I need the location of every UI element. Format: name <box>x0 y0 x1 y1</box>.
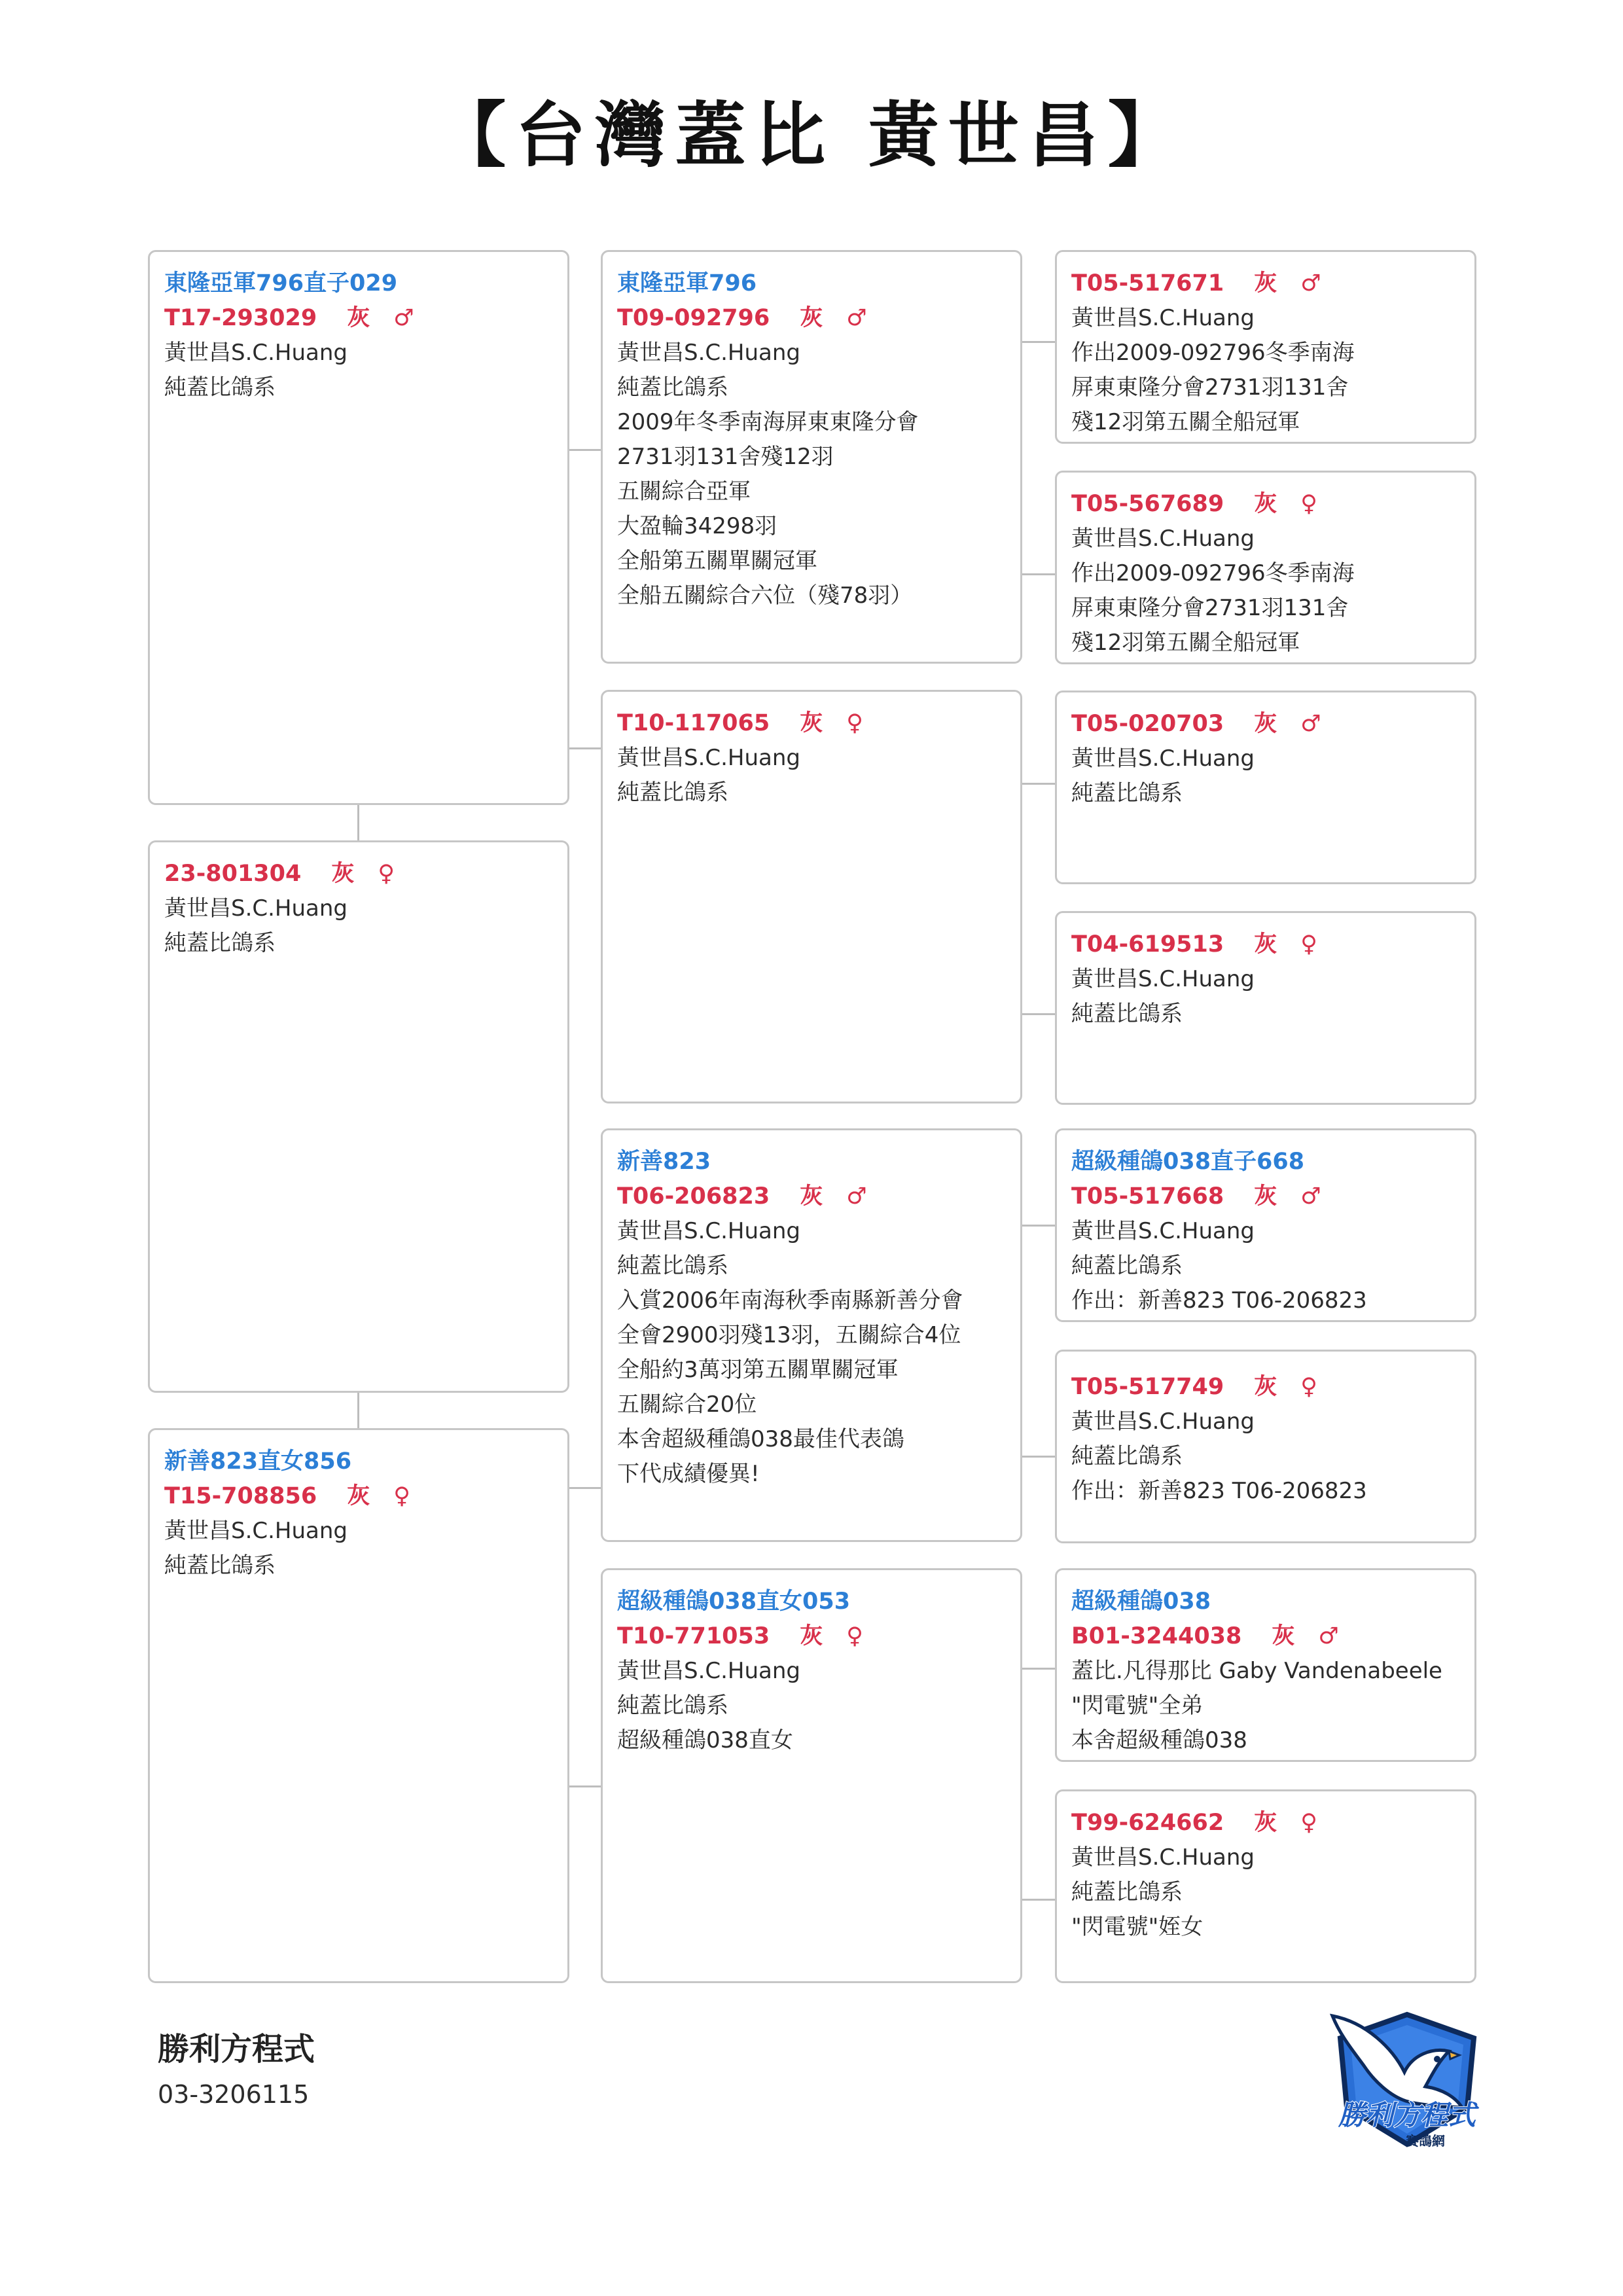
bird-color: 灰 <box>331 861 355 887</box>
ring-number: T17-293029 <box>164 305 317 331</box>
info-line: 純蓋比鴿系 <box>1071 1253 1183 1279</box>
ring-number: T05-517671 <box>1071 270 1224 296</box>
info-line: 純蓋比鴿系 <box>617 1253 728 1279</box>
bird-color: 灰 <box>347 1483 370 1509</box>
ring-number: T05-567689 <box>1071 491 1224 517</box>
info-line: 本舍超級種鴿038最佳代表鴿 <box>617 1426 904 1452</box>
logo-text: 勝利方程式 <box>1338 2099 1476 2131</box>
bird-name: 超級種鴿038直子668 <box>1071 1149 1305 1175</box>
info-line: 黃世昌S.C.Huang <box>617 745 801 771</box>
ring-number: T04-619513 <box>1071 931 1224 958</box>
bird-color: 灰 <box>1254 1810 1277 1836</box>
info-line: 純蓋比鴿系 <box>617 1693 728 1719</box>
info-line: 純蓋比鴿系 <box>164 1552 276 1579</box>
info-line: 超級種鴿038直女 <box>617 1727 793 1753</box>
info-line: 黃世昌S.C.Huang <box>1071 745 1255 772</box>
info-line: 全船第五關單關冠軍 <box>617 548 817 574</box>
pedigree-card-sire-sire <box>601 250 1022 664</box>
info-line: 黃世昌S.C.Huang <box>164 895 348 922</box>
ring-number: T05-020703 <box>1071 711 1224 737</box>
pedigree-card-dam-sire <box>601 1128 1022 1542</box>
ring-number: T05-517749 <box>1071 1374 1224 1400</box>
ring-number-row <box>1071 1370 1461 1405</box>
ring-number-row <box>1071 1179 1461 1214</box>
ring-number-row <box>617 301 1007 336</box>
ring-number: T99-624662 <box>1071 1810 1224 1836</box>
pedigree-card-gen3 <box>1055 911 1476 1105</box>
bird-name: 新善823直女856 <box>164 1448 352 1475</box>
bird-color: 灰 <box>1254 1374 1277 1400</box>
bird-name: 新善823 <box>617 1149 711 1175</box>
male-icon: ♂ <box>393 305 414 331</box>
ring-number: T10-117065 <box>617 710 770 736</box>
bird-name: 東隆亞軍796 <box>617 270 757 296</box>
ring-number-row <box>1071 927 1461 962</box>
info-line: 蓋比.凡得那比 Gaby Vandenabeele <box>1071 1658 1442 1684</box>
footer-phone: 03-3206115 <box>158 2080 310 2109</box>
ring-number-row <box>1071 1806 1461 1840</box>
male-icon: ♂ <box>1300 1183 1321 1210</box>
male-icon: ♂ <box>846 305 867 331</box>
info-line: 全船五關綜合六位（殘78羽） <box>617 583 913 609</box>
bird-color: 灰 <box>1254 270 1277 296</box>
info-line: 作出2009-092796冬季南海 <box>1071 340 1355 366</box>
bird-color: 灰 <box>347 305 370 331</box>
info-line: 殘12羽第五關全船冠軍 <box>1071 630 1300 656</box>
info-line: 黃世昌S.C.Huang <box>617 1658 801 1684</box>
info-line: 屏東東隆分會2731羽131舍 <box>1071 374 1349 401</box>
bird-color: 灰 <box>800 1183 823 1210</box>
ring-number-row <box>164 857 554 891</box>
info-line: 純蓋比鴿系 <box>617 374 728 401</box>
male-icon: ♂ <box>1300 711 1321 737</box>
ring-number-row <box>164 301 554 336</box>
connector-line <box>567 449 602 451</box>
connector-line <box>567 1785 602 1787</box>
connector-line <box>357 803 359 842</box>
info-line: 2731羽131舍殘12羽 <box>617 444 834 470</box>
bird-name: 超級種鴿038 <box>1071 1588 1211 1615</box>
info-line: "閃電號"姪女 <box>1071 1914 1204 1940</box>
pedigree-card-dam <box>148 1428 569 1983</box>
pedigree-card-subject-sibling <box>148 840 569 1393</box>
ring-number-row <box>617 1619 1007 1654</box>
ring-number: T15-708856 <box>164 1483 317 1509</box>
pedigree-card-gen3 <box>1055 1568 1476 1762</box>
pedigree-card-gen3 <box>1055 1128 1476 1322</box>
bird-name: 超級種鴿038直女053 <box>617 1588 851 1615</box>
info-line: 黃世昌S.C.Huang <box>1071 1844 1255 1871</box>
pedigree-card-dam-dam <box>601 1568 1022 1983</box>
page-title: 【台灣蓋比 黃世昌】 <box>435 94 1188 177</box>
bird-color: 灰 <box>1272 1623 1295 1649</box>
ring-number: B01-3244038 <box>1071 1623 1242 1649</box>
info-line: 全會2900羽殘13羽，五關綜合4位 <box>617 1322 961 1348</box>
pedigree-card-gen3 <box>1055 691 1476 884</box>
info-line: 本舍超級種鴿038 <box>1071 1727 1247 1753</box>
female-icon: ♀ <box>846 1623 863 1649</box>
female-icon: ♀ <box>1300 1810 1317 1836</box>
connector-line <box>1021 783 1056 785</box>
info-line: 五關綜合20位 <box>617 1391 757 1418</box>
info-line: 入賞2006年南海秋季南縣新善分會 <box>617 1287 963 1314</box>
male-icon: ♂ <box>846 1183 867 1210</box>
info-line: 黃世昌S.C.Huang <box>1071 966 1255 992</box>
info-line: 純蓋比鴿系 <box>164 374 276 401</box>
info-line: 純蓋比鴿系 <box>1071 1443 1183 1469</box>
pedigree-card-gen3 <box>1055 1789 1476 1983</box>
info-line: 屏東東隆分會2731羽131舍 <box>1071 595 1349 621</box>
female-icon: ♀ <box>393 1483 410 1509</box>
connector-line <box>567 747 602 749</box>
info-line: 純蓋比鴿系 <box>1071 1879 1183 1905</box>
connector-line <box>1021 1013 1056 1015</box>
female-icon: ♀ <box>378 861 395 887</box>
info-line: 黃世昌S.C.Huang <box>1071 305 1255 331</box>
info-line: 黃世昌S.C.Huang <box>617 340 801 366</box>
ring-number: 23-801304 <box>164 861 302 887</box>
male-icon: ♂ <box>1318 1623 1339 1649</box>
info-line: 黃世昌S.C.Huang <box>1071 526 1255 552</box>
connector-line <box>1021 1668 1056 1670</box>
connector-line <box>1021 1899 1056 1901</box>
ring-number-row <box>1071 266 1461 301</box>
pedigree-card-gen3 <box>1055 1350 1476 1543</box>
info-line: 黃世昌S.C.Huang <box>1071 1408 1255 1435</box>
ring-number: T09-092796 <box>617 305 770 331</box>
connector-line <box>1021 1456 1056 1458</box>
bird-color: 灰 <box>1254 491 1277 517</box>
connector-line <box>567 1487 602 1489</box>
info-line: 黃世昌S.C.Huang <box>1071 1218 1255 1244</box>
logo-subtext: 賽鴿網 <box>1406 2133 1445 2149</box>
female-icon: ♀ <box>1300 1374 1317 1400</box>
ring-number-row <box>164 1479 554 1514</box>
info-line: 全船約3萬羽第五關單關冠軍 <box>617 1357 899 1383</box>
ring-number-row <box>1071 1619 1461 1654</box>
ring-number: T06-206823 <box>617 1183 770 1210</box>
female-icon: ♀ <box>1300 491 1317 517</box>
info-line: 黃世昌S.C.Huang <box>164 340 348 366</box>
info-line: "閃電號"全弟 <box>1071 1693 1204 1719</box>
info-line: 五關綜合亞軍 <box>617 478 751 505</box>
info-line: 下代成績優異! <box>617 1461 760 1487</box>
ring-number: T05-517668 <box>1071 1183 1224 1210</box>
info-line: 黃世昌S.C.Huang <box>164 1518 348 1544</box>
bird-color: 灰 <box>1254 1183 1277 1210</box>
bird-color: 灰 <box>1254 931 1277 958</box>
connector-line <box>1021 341 1056 343</box>
pigeon-shield-logo <box>1327 2009 1487 2155</box>
info-line: 純蓋比鴿系 <box>617 780 728 806</box>
ring-number-row <box>1071 707 1461 742</box>
bird-name: 東隆亞軍796直子029 <box>164 270 398 296</box>
info-line: 黃世昌S.C.Huang <box>617 1218 801 1244</box>
bird-color: 灰 <box>1254 711 1277 737</box>
info-line: 作出：新善823 T06-206823 <box>1071 1478 1367 1504</box>
ring-number-row <box>617 1179 1007 1214</box>
info-line: 作出：新善823 T06-206823 <box>1071 1287 1367 1314</box>
bird-color: 灰 <box>800 305 823 331</box>
info-line: 純蓋比鴿系 <box>1071 780 1183 806</box>
info-line: 純蓋比鴿系 <box>1071 1001 1183 1027</box>
ring-number-row <box>1071 487 1461 522</box>
female-icon: ♀ <box>846 710 863 736</box>
info-line: 作出2009-092796冬季南海 <box>1071 560 1355 586</box>
male-icon: ♂ <box>1300 270 1321 296</box>
info-line: 純蓋比鴿系 <box>164 930 276 956</box>
footer-loft-name: 勝利方程式 <box>158 2031 315 2068</box>
pedigree-card-gen3 <box>1055 471 1476 664</box>
connector-line <box>1021 1225 1056 1227</box>
bird-color: 灰 <box>800 1623 823 1649</box>
connector-line <box>1021 573 1056 575</box>
ring-number-row <box>617 706 1007 741</box>
info-line: 殘12羽第五關全船冠軍 <box>1071 409 1300 435</box>
pedigree-card-gen3 <box>1055 250 1476 444</box>
bird-color: 灰 <box>800 710 823 736</box>
info-line: 大盈輪34298羽 <box>617 513 777 539</box>
pedigree-card-sire-dam <box>601 690 1022 1103</box>
connector-line <box>357 1391 359 1430</box>
pedigree-card-subject <box>148 250 569 805</box>
ring-number: T10-771053 <box>617 1623 770 1649</box>
info-line: 2009年冬季南海屏東東隆分會 <box>617 409 919 435</box>
female-icon: ♀ <box>1300 931 1317 958</box>
